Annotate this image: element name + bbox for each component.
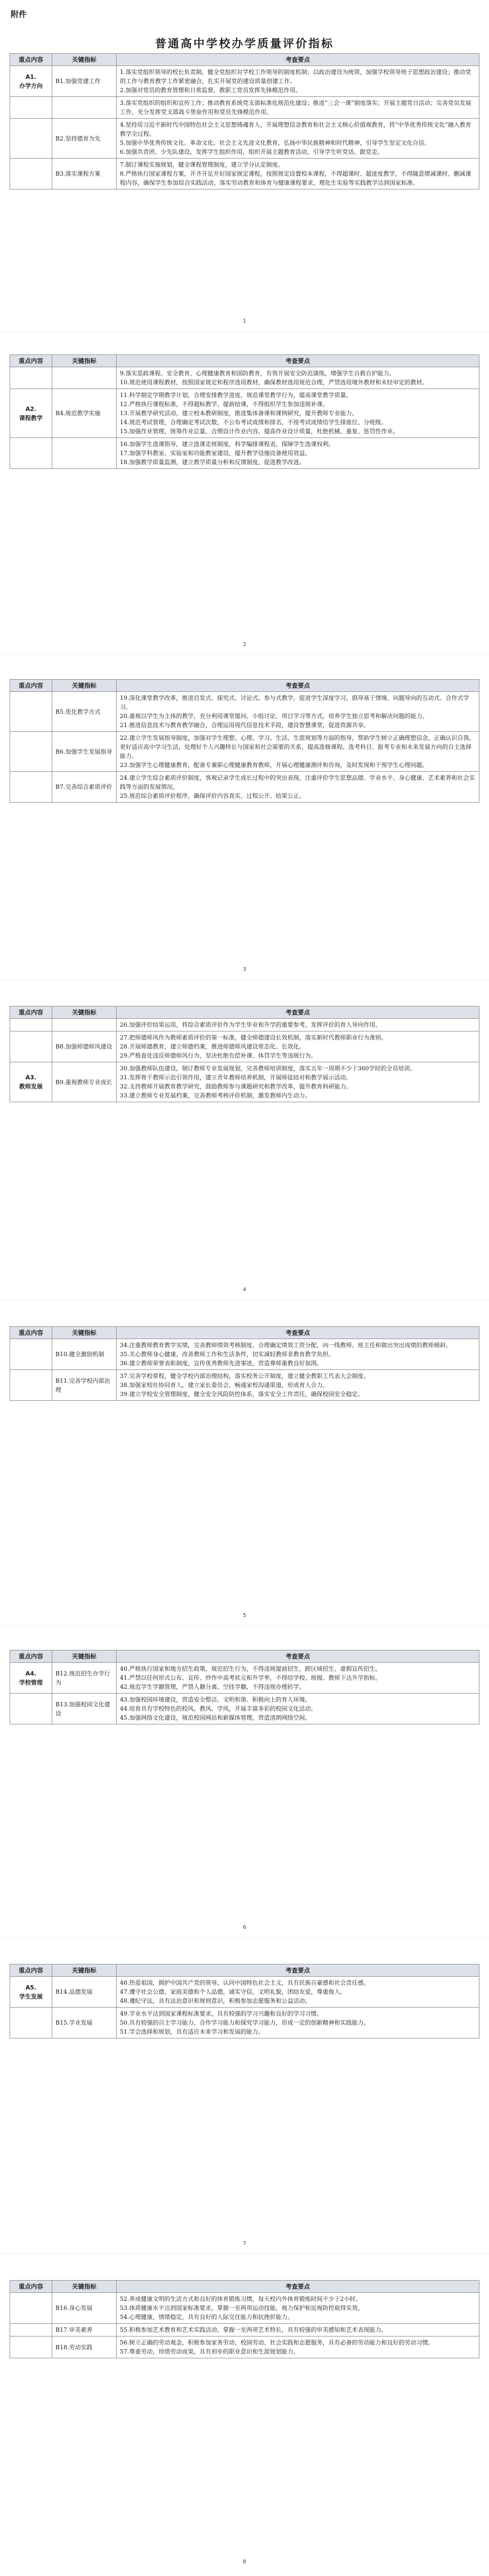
indicator-cell <box>52 438 117 469</box>
table-row <box>10 438 479 469</box>
assessment-point: 41.严禁以任何形式公布、宣传、炒作中高考状元和升学率，不得给学校、班级、教师下达升学指标。 <box>120 1674 381 1681</box>
table-row <box>10 1339 479 1370</box>
table-row <box>10 1031 479 1062</box>
points-cell <box>117 2008 479 2038</box>
page-7 <box>10 1964 479 2038</box>
table-row <box>10 1062 479 1102</box>
assessment-point: 33.建立教师专业发展档案，完善教师考核评价机制，激发教师内生动力。 <box>120 1092 311 1099</box>
assessment-point: 45.加强网络文化建设，规范校园网站和新媒体管理，营造清朗网络空间。 <box>120 1714 311 1721</box>
page-5 <box>10 1326 479 1401</box>
indicator-cell: B1.加强党建工作 <box>52 66 117 97</box>
column-header-indicator: 关键指标 <box>52 1650 117 1663</box>
area-cell <box>10 692 52 732</box>
area-cell <box>10 2293 52 2324</box>
indicator-cell: B3.落实课程方案 <box>52 159 117 189</box>
page-number: 1 <box>242 318 247 324</box>
table-row <box>10 389 479 438</box>
area-cell <box>10 2324 52 2336</box>
points-cell <box>117 2324 479 2336</box>
column-header-area: 重点内容 <box>10 2281 52 2293</box>
assessment-point: 39.建立学校安全管理制度，健全安全风险防控体系，落实安全工作责任，确保校园安全稳定。 <box>120 1391 364 1398</box>
page-6 <box>10 1650 479 1724</box>
area-cell <box>10 367 52 389</box>
table-row <box>10 1663 479 1694</box>
assessment-point: 55.积极参加艺术教育和艺术实践活动，掌握一至两项艺术特长，具有较强的审美感知和艺术表现能力。 <box>120 2326 387 2333</box>
assessment-point: 51.学会选择和规划，具有适应未来学习和发展的能力。 <box>120 2028 264 2035</box>
area-cell <box>10 1694 52 1724</box>
assessment-point: 36.建立教师荣誉表彰制度，宣传优秀教师先进事迹，营造尊师重教良好氛围。 <box>120 1360 323 1367</box>
assessment-point: 20.重视以学生为主体的教学，充分利用课堂提问、小组讨论、项目学习等方式，培养学生独立思考和解决问题的能力。 <box>120 713 428 720</box>
assessment-point: 56.树立正确的劳动观念，积极参加家务劳动、校园劳动、社会实践和志愿服务，具有必备的劳动能力和良好的劳动习惯。 <box>120 2339 434 2346</box>
assessment-point: 21.推进信息技术与教育教学融合，合理运用现代信息技术手段，建设智慧课堂，促进资源共享。 <box>120 722 370 729</box>
column-header-area: 重点内容 <box>10 680 52 692</box>
assessment-point: 15.加强作业管理，统筹作业总量，合理设计作业内容，提高作业设计质量，杜绝机械、重复、惩罚性作业。 <box>120 428 399 435</box>
assessment-point: 9.落实思政课程、安全教育、心理健康教育和国防教育，有效开展安全防范演练，增强学生自救自护能力。 <box>120 370 395 377</box>
points-cell <box>117 66 479 97</box>
indicator-cell: B4.规范教学实施 <box>52 389 117 438</box>
criteria-table <box>10 53 479 189</box>
criteria-table <box>10 1326 479 1401</box>
assessment-point: 11.科学制定学期教学计划，合理安排教学进度，规范课堂教学行为，提高课堂教学质量。 <box>120 392 352 399</box>
table-row <box>10 1694 479 1724</box>
assessment-point: 46.热爱祖国，拥护中国共产党的领导，认同中国特色社会主义，具有民族自豪感和社会责任感。 <box>120 1979 370 1986</box>
assessment-point: 17.加强学科教室、实验室和功能教室建设，提升教学设施设备使用效益。 <box>120 450 311 457</box>
assessment-point: 28.开展师德教育，建立师德档案，推进师德师风建设常态化、长效化。 <box>120 1043 305 1050</box>
assessment-point: 48.遵纪守法，具有法治意识和规则意识，积极参加志愿服务和公益活动。 <box>120 1997 311 2004</box>
area-cell <box>10 97 52 119</box>
page-number: 7 <box>242 2241 247 2247</box>
assessment-point: 14.规范考试管理，合理确定考试次数，不公布考试成绩和排名，不按考试成绩给学生排座位、分班级。 <box>120 419 387 426</box>
points-cell <box>117 1663 479 1694</box>
indicator-cell: B12.规范招生办学行为 <box>52 1663 117 1694</box>
assessment-point: 3.落实党组织的组织和宣传工作；推动教育系统党支部标准化规范化建设；推进“三会一课”制度落实；开展主题党日活动；完善党员发展工作，充分发挥党支部战斗堡垒作用和党员先锋模范作用。 <box>120 100 471 115</box>
indicator-cell: B10.健全激励机制 <box>52 1339 117 1370</box>
assessment-point: 4.坚持用习近平新时代中国特色社会主义思想铸魂育人，开展理想信念教育和社会主义核心价值观教育，将“中华优秀传统文化”融入教育教学全过程。 <box>120 121 471 137</box>
assessment-point: 54.心理健康，情绪稳定，具有良好的人际交往能力和抗挫折能力。 <box>120 2314 294 2321</box>
area-cell <box>10 772 52 803</box>
page-number: 4 <box>242 1287 247 1293</box>
table-row <box>10 1370 479 1401</box>
column-header-area: 重点内容 <box>10 54 52 66</box>
assessment-point: 24.建立学生综合素质评价制度，客观记录学生成长过程中的突出表现，注重评价学生思想品德、学业水平、身心健康、艺术素养和社会实践等方面的发展情况。 <box>120 774 475 790</box>
assessment-point: 53.体质健康水平达到国家标准要求，掌握一至两项运动技能，视力保护和近视防控取得实效。 <box>120 2305 364 2311</box>
points-cell <box>117 389 479 438</box>
indicator-cell: B16.身心发展 <box>52 2293 117 2324</box>
column-header-indicator: 关键指标 <box>52 1964 117 1977</box>
assessment-point: 18.加强教学质量监测，建立教学质量分析和反馈制度，促进教学改进。 <box>120 459 305 466</box>
assessment-point: 32.支持教师开展教育教学研究，鼓励教师参与课题研究和教学改革，提升教育科研能力。 <box>120 1083 352 1090</box>
column-header-indicator: 关键指标 <box>52 54 117 66</box>
column-header-indicator: 关键指标 <box>52 2281 117 2293</box>
page-1 <box>10 53 479 189</box>
indicator-cell: B9.重视教师专业成长 <box>52 1062 117 1102</box>
indicator-cell: B17.审美素养 <box>52 2324 117 2336</box>
column-header-area: 重点内容 <box>10 1006 52 1019</box>
points-cell <box>117 119 479 159</box>
assessment-point: 35.关心教师身心健康，改善教师工作和生活条件，切实减轻教师非教育教学负担。 <box>120 1351 335 1358</box>
points-cell <box>117 772 479 803</box>
indicator-cell: B7.完善综合素质评价 <box>52 772 117 803</box>
page-number: 5 <box>242 1613 247 1619</box>
page-4 <box>10 1006 479 1102</box>
assessment-point: 7.制订课程实施规划，健全课程管理制度，建立学分认定制度。 <box>120 161 284 168</box>
assessment-point: 52.养成健康文明的生活方式和良好的体育锻炼习惯，每天校内外体育锻炼时间不少于2小时。 <box>120 2296 362 2302</box>
page-2 <box>10 354 479 469</box>
area-cell <box>10 1019 52 1031</box>
column-header-indicator: 关键指标 <box>52 355 117 367</box>
assessment-point: 42.规范学生学籍管理，严禁人籍分离、空挂学籍，不得违规办理转学。 <box>120 1683 305 1690</box>
area-cell <box>10 119 52 159</box>
area-cell: A1. 办学方向 <box>10 66 52 97</box>
table-row <box>10 119 479 159</box>
table-row <box>10 2324 479 2336</box>
assessment-point: 25.规范综合素质评价程序，确保评价内容真实、过程公开、结果公正。 <box>120 792 305 799</box>
area-cell <box>10 2336 52 2358</box>
assessment-point: 57.尊重劳动，珍惜劳动成果，具有初步的职业意识和生涯规划能力。 <box>120 2348 299 2355</box>
assessment-point: 13.开展教学研究活动，建立校本教研制度，推进集体备课和课例研究，提升教师专业能力。 <box>120 410 358 417</box>
table-row <box>10 772 479 803</box>
document-title: 普通高中学校办学质量评价指标 <box>155 37 334 50</box>
points-cell <box>117 1977 479 2008</box>
assessment-point: 43.加强校园环境建设，营造安全整洁、文明和谐、积极向上的育人环境。 <box>120 1696 311 1703</box>
column-header-points: 考查要点 <box>117 1650 479 1663</box>
area-cell <box>10 732 52 772</box>
assessment-point: 40.严格执行国家和地方招生政策，规范招生行为，不得违规提前招生、跨区域招生、虚假宣传招生。 <box>120 1665 381 1672</box>
table-row <box>10 2008 479 2038</box>
column-header-indicator: 关键指标 <box>52 1327 117 1339</box>
column-header-area: 重点内容 <box>10 1964 52 1977</box>
assessment-point: 49.学业水平达到国家课程标准要求，具有较强的学习兴趣和良好的学习习惯。 <box>120 2010 323 2017</box>
points-cell <box>117 1019 479 1031</box>
column-header-area: 重点内容 <box>10 1327 52 1339</box>
area-cell <box>10 438 52 469</box>
assessment-point: 30.加强教师队伍建设，制订教师专业发展规划，完善教师培训制度，落实五年一周期不少于360学时的全员培训。 <box>120 1065 416 1072</box>
area-cell <box>10 1370 52 1401</box>
assessment-point: 47.遵守社会公德、家庭美德和个人品德，诚实守信，文明礼貌，团结友爱，尊重他人。 <box>120 1988 346 1995</box>
table-row <box>10 159 479 189</box>
column-header-points: 考查要点 <box>117 680 479 692</box>
points-cell <box>117 1339 479 1370</box>
indicator-cell: B8.加强师德师风建设 <box>52 1031 117 1062</box>
points-cell <box>117 1031 479 1062</box>
assessment-point: 6.加强共青团、少先队建设，发挥学生组织作用，组织开展主题教育活动，引导学生听党话、跟党走。 <box>120 148 384 155</box>
assessment-point: 23.加强学生心理健康教育，配备专兼职心理健康教育教师，开展心理健康测评和咨询，及时发现和干预学生心理问题。 <box>120 762 428 769</box>
criteria-table <box>10 2280 479 2358</box>
points-cell <box>117 367 479 389</box>
assessment-point: 19.深化课堂教学改革，推进启发式、探究式、讨论式、参与式教学，促进学生深度学习，倡导基于情境、问题导向的互动式、合作式学习。 <box>120 695 469 711</box>
attachment-label: 附件 <box>11 10 27 19</box>
indicator-cell: B5.优化教学方式 <box>52 692 117 732</box>
indicator-cell <box>52 1019 117 1031</box>
table-row <box>10 1019 479 1031</box>
area-cell <box>10 159 52 189</box>
table-row <box>10 367 479 389</box>
points-cell <box>117 1694 479 1724</box>
assessment-point: 2.加强对党员的教育管理和日常监督，教职工党员发挥先锋模范作用。 <box>120 87 301 94</box>
page-3 <box>10 679 479 803</box>
table-row <box>10 1977 479 2008</box>
criteria-table <box>10 354 479 469</box>
assessment-point: 37.完善学校章程，健全学校内部治理结构，落实校务公开制度，建立健全教职工代表大会制度。 <box>120 1373 370 1380</box>
points-cell <box>117 732 479 772</box>
page-number: 2 <box>242 642 247 648</box>
assessment-point: 1.落实党组织领导的校长负责制，健全党组织对学校工作领导的制度机制；以政治建设为统领，加强学校领导班子思想政治建设；推动党的工作与教育教学工作紧密融合，扎实开展党的建设质量创建工作。 <box>120 69 471 85</box>
assessment-point: 22.建立学生发展指导制度，加强对学生理想、心理、学习、生活、生涯规划等方面的指导，帮助学生树立正确理想信念，正确认识自我，更好适应高中学习生活，处理好个人兴趣特长与国家和社会需要的关系，提高选修课程、选考科目、报考专业和未来发展方向的自主选择能力。 <box>120 734 475 759</box>
page-number: 6 <box>242 1925 247 1930</box>
column-header-points: 考查要点 <box>117 355 479 367</box>
indicator-cell: B11.完善学校内部治理 <box>52 1370 117 1401</box>
column-header-points: 考查要点 <box>117 1964 479 1977</box>
table-row <box>10 97 479 119</box>
indicator-cell: B15.学业发展 <box>52 2008 117 2038</box>
column-header-points: 考查要点 <box>117 1006 479 1019</box>
table-row <box>10 2336 479 2358</box>
page-8 <box>10 2280 479 2358</box>
indicator-cell <box>52 97 117 119</box>
criteria-table <box>10 1006 479 1102</box>
assessment-point: 26.加强评价结果运用，将综合素质评价作为学生毕业和升学的重要参考，发挥评价的育人导向作用。 <box>120 1021 381 1028</box>
assessment-point: 5.加强中华优秀传统文化、革命文化、社会主义先进文化教育，弘扬中华民族精神和时代精神，引导学生坚定文化自信。 <box>120 139 430 146</box>
column-header-indicator: 关键指标 <box>52 680 117 692</box>
points-cell <box>117 438 479 469</box>
page-number: 3 <box>242 967 247 972</box>
assessment-point: 34.注重教师教育教学实绩，完善教师绩效考核制度，合理确定绩效工资分配，向一线教师、班主任和做出突出成绩的教师倾斜。 <box>120 1342 452 1349</box>
table-row <box>10 732 479 772</box>
indicator-cell: B18.劳动实践 <box>52 2336 117 2358</box>
points-cell <box>117 97 479 119</box>
column-header-points: 考查要点 <box>117 54 479 66</box>
table-row <box>10 66 479 97</box>
area-cell: A2. 课程教学 <box>10 389 52 438</box>
assessment-point: 27.把师德师风作为教师素质评价的第一标准，健全师德建设长效机制，落实新时代教师职业行为准则。 <box>120 1034 387 1041</box>
assessment-point: 12.严格执行课程标准，不得超标教学、提前结课，不得组织学生参加违规补课。 <box>120 401 329 408</box>
column-header-area: 重点内容 <box>10 355 52 367</box>
criteria-table <box>10 1964 479 2038</box>
indicator-cell: B6.加强学生发展指导 <box>52 732 117 772</box>
points-cell <box>117 2293 479 2324</box>
criteria-table <box>10 679 479 803</box>
area-cell <box>10 1031 52 1062</box>
column-header-points: 考查要点 <box>117 2281 479 2293</box>
table-row <box>10 692 479 732</box>
assessment-point: 38.加强家校社协同育人，建立家长委员会，畅通家校沟通渠道，形成育人合力。 <box>120 1382 329 1389</box>
area-cell <box>10 1339 52 1370</box>
criteria-table <box>10 1650 479 1724</box>
column-header-indicator: 关键指标 <box>52 1006 117 1019</box>
area-cell <box>10 2008 52 2038</box>
column-header-area: 重点内容 <box>10 1650 52 1663</box>
area-cell: A4. 学校管理 <box>10 1663 52 1694</box>
area-cell: A5. 学生发展 <box>10 1977 52 2008</box>
indicator-cell <box>52 367 117 389</box>
indicator-cell: B2.坚持德育为先 <box>52 119 117 159</box>
assessment-point: 44.培育具有学校特色的校风、教风、学风，开展丰富多彩的校园文化活动。 <box>120 1705 317 1712</box>
assessment-point: 29.严格查处违反师德师风行为，坚决杜绝有偿补课、体罚学生等违规行为。 <box>120 1052 317 1059</box>
table-row <box>10 2293 479 2324</box>
area-cell: A3. 教师发展 <box>10 1062 52 1102</box>
assessment-point: 50.具有较强的自主学习能力、合作学习能力和探究学习能力，形成一定的创新精神和实践能力。 <box>120 2019 370 2026</box>
assessment-point: 16.加强学生选课指导，建立选课走班制度，科学编排课程表，保障学生选课权利。 <box>120 441 335 448</box>
points-cell <box>117 1062 479 1102</box>
indicator-cell: B13.加强校园文化建设 <box>52 1694 117 1724</box>
points-cell <box>117 692 479 732</box>
points-cell <box>117 2336 479 2358</box>
column-header-points: 考查要点 <box>117 1327 479 1339</box>
assessment-point: 8.严格执行国家课程方案，开齐开足开好国家规定课程，按照规定设置校本课程，不得超课时、超进度教学，不得随意增减课时、删减课程内容，确保学生参加综合实践活动，落实劳动教育和体育与健康课程要求，理化生实验等实践教学达到国家标准。 <box>120 170 471 186</box>
points-cell <box>117 1370 479 1401</box>
assessment-point: 31.发挥骨干教师示范引领作用，建立青年教师培养机制，开展师徒结对和教学展示活动。 <box>120 1074 352 1081</box>
indicator-cell: B14.品德发展 <box>52 1977 117 2008</box>
points-cell <box>117 159 479 189</box>
page-number: 8 <box>242 2559 247 2565</box>
assessment-point: 10.规范使用课程教材，按照国家规定和程序选用教材，确保教材选用规范合理，严禁选用境外教材和未经审定的教材。 <box>120 379 428 386</box>
